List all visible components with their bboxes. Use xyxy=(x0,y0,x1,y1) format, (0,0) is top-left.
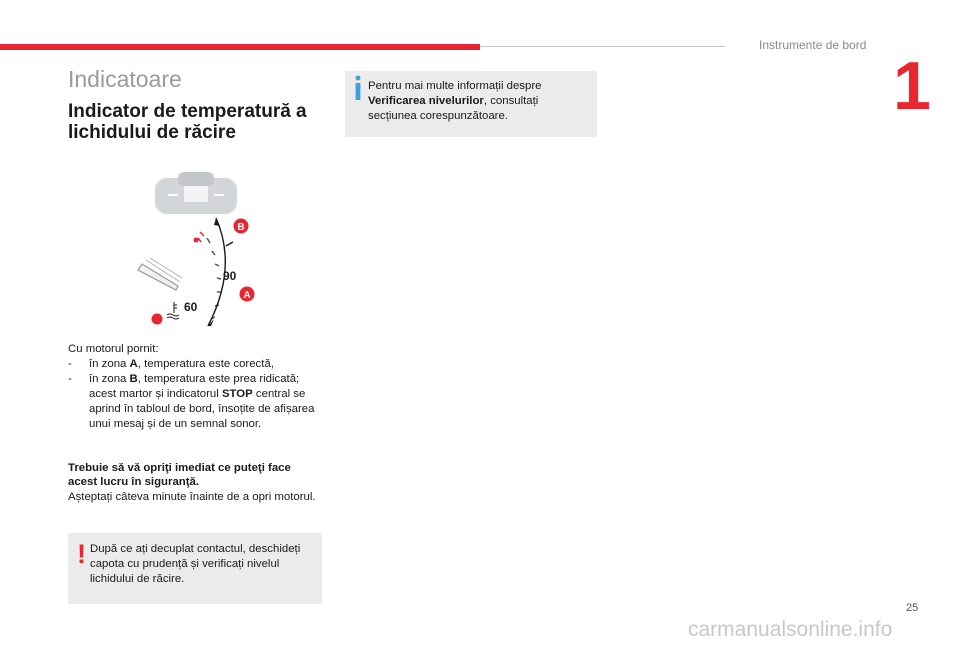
bullet-dash: - xyxy=(68,358,72,370)
chapter-name: Instrumente de bord xyxy=(759,38,867,52)
gauge-red-ticks xyxy=(198,232,204,242)
bullet-b-text-end: central se aprind în tabloul de bord, însoțite de afișarea unui mesaj și de un semnal sonor. xyxy=(89,388,315,430)
bullet-b-text-mid: , temperatura este prea ridicată; acest martor și indicatorul xyxy=(89,373,300,400)
chapter-red-bar xyxy=(0,44,480,50)
needle-icon xyxy=(138,258,182,290)
info-text-post: , consultați secțiunea corespunzătoare. xyxy=(368,95,539,122)
coolant-gauge-diagram xyxy=(120,168,280,338)
gauge-value-60: 60 xyxy=(184,300,198,314)
info-text-pre: Pentru mai multe informații despre xyxy=(368,80,542,92)
gauge-illustration xyxy=(120,168,280,338)
info-icon xyxy=(353,75,363,101)
gauge-red-dot xyxy=(194,238,199,243)
info-text-link: Verificarea nivelurilor xyxy=(368,95,484,107)
bullet-a-text: în zona xyxy=(89,358,130,370)
section-title: Indicatoare xyxy=(68,66,182,92)
intro-lead: Cu motorul pornit: xyxy=(68,343,159,355)
bullet-a-text-end: , temperatura este corectă, xyxy=(137,358,274,370)
watermark: carmanualsonline.info xyxy=(688,618,893,641)
bullet-b-text: în zona xyxy=(89,373,130,385)
alert-text: După ce ați decuplat contactul, deschideți capota cu prudență și verificați nivelul lichidului de răcire. xyxy=(90,543,301,585)
info-box xyxy=(345,71,597,137)
chapter-grey-rule xyxy=(480,46,725,47)
chapter-number: 1 xyxy=(893,48,931,124)
intro-text xyxy=(68,342,323,432)
gauge-value-90: 90 xyxy=(223,269,237,283)
coolant-temperature-icon xyxy=(167,302,179,319)
alert-box xyxy=(68,533,322,604)
gauge-ticks xyxy=(207,238,221,319)
warning-bold-text: Trebuie să vă opriţi imediat ce puteţi face acest lucru în siguranţă. xyxy=(68,462,291,488)
page-number: 25 xyxy=(906,602,919,614)
bullet-zone-a xyxy=(68,357,323,372)
exclamation-icon: ! xyxy=(77,539,86,569)
info-text xyxy=(368,79,590,124)
bullet-zone-b xyxy=(68,372,323,432)
bullet-a-zone: A xyxy=(129,358,138,370)
bullet-b-stop: STOP xyxy=(221,388,253,400)
bullet-b-zone: B xyxy=(129,373,138,385)
subsection-title: Indicator de temperatură a lichidului de răcire xyxy=(68,101,307,143)
zone-a-label: A xyxy=(243,290,251,301)
zone-b-label: B xyxy=(237,222,245,233)
zone-separator-line xyxy=(226,242,233,246)
bullet-dash: - xyxy=(68,373,72,385)
warning-text: Așteptați câteva minute înainte de a opri motorul. xyxy=(68,491,316,503)
warning-lamp-icon xyxy=(152,314,163,325)
instrument-cluster-icon xyxy=(155,172,237,214)
